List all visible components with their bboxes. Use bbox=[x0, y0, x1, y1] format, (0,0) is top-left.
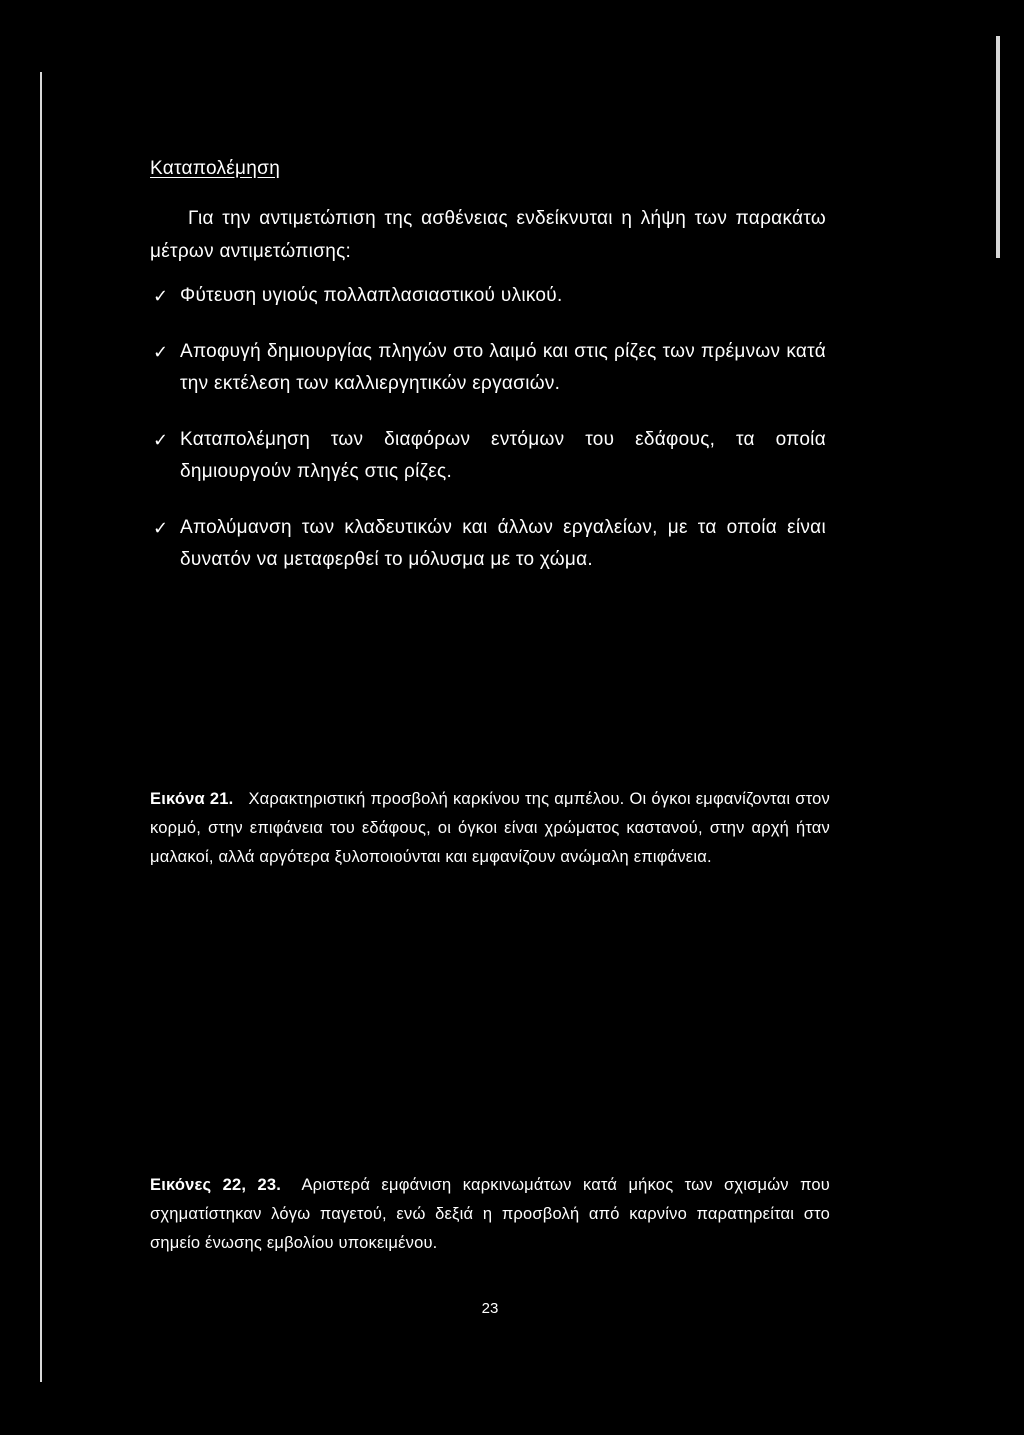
list-item bbox=[150, 424, 826, 488]
list-item-text: Φύτευση υγιούς πολλαπλασιαστικού υλικού. bbox=[180, 285, 563, 306]
caption-text: Χαρακτηριστική προσβολή καρκίνου της αμπέλου. Οι όγκοι εμφανίζονται στον κορμό, στην επιφάνεια του εδάφους, οι όγκοι είναι χρώματος καστανού, στην αρχή ήταν μαλακοί, αλλά αργότερα ξυλοποιούνται και εμφανίζουν ανώμαλη επιφάνεια. bbox=[150, 790, 830, 866]
page-number: 23 bbox=[481, 1300, 499, 1317]
figure-caption-21 bbox=[150, 785, 830, 872]
list-item-text: Αποφυγή δημιουργίας πληγών στο λαιμό και στις ρίζες των πρέμνων κατά την εκτέλεση των καλλιεργητικών εργασιών. bbox=[180, 341, 826, 394]
caption-label: Εικόνα 21. bbox=[150, 790, 234, 808]
left-edge-line bbox=[40, 72, 42, 1382]
caption-text: Αριστερά εμφάνιση καρκινωμάτων κατά μήκος των σχισμών που σχηματίστηκαν λόγω παγετού, ενώ δεξιά η προσβολή από καρνίνο παρατηρείται στο σημείο ένωσης εμβολίου υποκειμένου. bbox=[150, 1176, 831, 1252]
list-item bbox=[150, 280, 826, 312]
check-icon: ✓ bbox=[153, 430, 169, 450]
section-heading: Καταπολέμηση bbox=[150, 158, 281, 179]
check-icon: ✓ bbox=[153, 518, 169, 538]
caption-label: Εικόνες 22, 23. bbox=[150, 1176, 282, 1194]
right-edge-line bbox=[996, 36, 1000, 258]
check-icon: ✓ bbox=[153, 342, 169, 362]
list-item-text: Απολύμανση των κλαδευτικών και άλλων εργαλείων, με τα οποία είναι δυνατόν να μεταφερθεί το μόλυσμα με το χώμα. bbox=[180, 517, 826, 570]
list-item bbox=[150, 512, 826, 576]
list-item-text: Καταπολέμηση των διαφόρων εντόμων του εδάφους, τα οποία δημιουργούν πληγές στις ρίζες. bbox=[180, 429, 826, 482]
list-item bbox=[150, 336, 826, 400]
check-icon: ✓ bbox=[153, 286, 169, 306]
measures-list bbox=[150, 280, 826, 600]
intro-paragraph: Για την αντιμετώπιση της ασθένειας ενδείκνυται η λήψη των παρακάτω μέτρων αντιμετώπισης: bbox=[150, 208, 826, 262]
figure-caption-22-23 bbox=[150, 1171, 830, 1258]
